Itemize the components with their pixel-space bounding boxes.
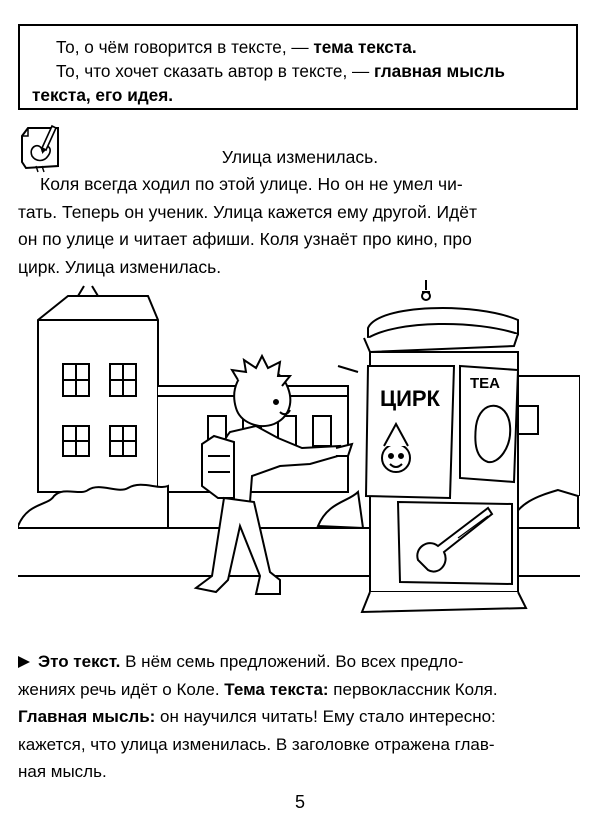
- rule-line-idea-cont: [32, 83, 564, 107]
- story-text: [18, 171, 574, 281]
- poster-theatre-title: ТЕА: [470, 375, 500, 392]
- story-line: он по улице и читает афиши. Коля узнаёт про кино, про: [18, 229, 472, 249]
- street-illustration: [18, 276, 580, 634]
- analysis-idea-label: Главная мысль:: [18, 707, 156, 726]
- analysis-topic-value: первоклассник Коля.: [328, 679, 498, 699]
- analysis-lead: Это текст.: [38, 652, 121, 671]
- story-line: цирк. Улица изменилась.: [18, 256, 222, 277]
- left-building: [38, 286, 158, 492]
- analysis-idea-value: он научился читать! Ему стало интересно:: [155, 707, 496, 726]
- analysis-line: [18, 648, 578, 676]
- analysis-text-part: В нём семь предложений. Во всех предло-: [120, 652, 464, 671]
- page-number: 5: [294, 792, 305, 812]
- rule-text: То, что хочет сказать автор в тексте, —: [56, 61, 375, 81]
- story-title: Улица изменилась.: [221, 147, 379, 167]
- rule-term-idea: главная мысль: [374, 61, 505, 81]
- rule-box: [18, 24, 578, 110]
- story-line: Коля всегда ходил по этой улице. Но он не умел чи-: [40, 174, 463, 194]
- analysis-text-part: жениях речь идёт о Коле.: [18, 679, 225, 699]
- rule-term-topic: тема текста.: [313, 37, 417, 57]
- analysis-topic-label: Тема текста:: [224, 679, 329, 699]
- analysis-line: ная мысль.: [18, 762, 107, 781]
- rule-line-topic: [32, 35, 564, 59]
- poster-column: [362, 280, 526, 612]
- analysis-line: [18, 703, 578, 731]
- analysis-line: кажется, что улица изменилась. В заголовке отражена глав-: [18, 734, 495, 754]
- poster-circus-title: ЦИРК: [380, 386, 440, 411]
- triangle-marker-icon: [18, 656, 30, 668]
- analysis-line: [18, 676, 578, 704]
- rule-term-idea-cont: текста, его идея.: [32, 85, 174, 105]
- analysis-text: [18, 648, 578, 786]
- story-line: тать. Теперь он ученик. Улица кажется ему другой. Идёт: [18, 201, 477, 222]
- rule-text: То, о чём говорится в тексте, —: [56, 37, 314, 57]
- rule-line-idea: [32, 59, 564, 83]
